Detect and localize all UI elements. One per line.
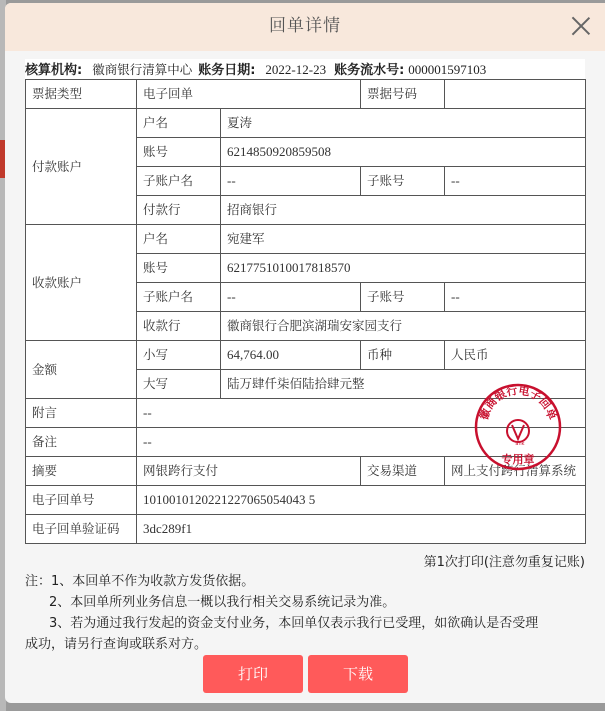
table-row	[26, 457, 586, 486]
payer-bank-value: 招商银行	[221, 196, 586, 225]
print-count-notice: 第1次打印(注意勿重复记账)	[423, 555, 585, 570]
note-line-2: 2、本回单所列业务信息一概以我行相关交易系统记录为准。	[49, 595, 396, 610]
bill-no-value	[445, 80, 586, 109]
table-row	[26, 80, 586, 109]
summary-value: 网银跨行支付	[137, 457, 361, 486]
payee-sub-no-label: 子账号	[361, 283, 445, 312]
table-row	[26, 486, 586, 515]
payer-account-label: 账号	[137, 138, 221, 167]
note-line-1: 注：1、本回单不作为收款方发货依据。	[25, 574, 255, 589]
payer-sub-no-value: --	[445, 167, 586, 196]
close-icon[interactable]	[571, 16, 591, 36]
table-row	[26, 515, 586, 544]
table-row	[26, 399, 586, 428]
postscript-value: --	[137, 399, 586, 428]
payer-name-value: 夏涛	[221, 109, 586, 138]
date-label: 账务日期:	[198, 63, 256, 78]
svg-text:ank: ank	[515, 441, 525, 447]
serial-value: 000001597103	[408, 62, 487, 77]
serial-label: 账务流水号:	[334, 63, 405, 78]
table-row	[26, 341, 586, 370]
dialog-title: 回单详情	[269, 16, 341, 36]
summary-label: 摘要	[26, 457, 137, 486]
ereceipt-no-value: 1010010120221227065054043 5	[137, 486, 586, 515]
org-value: 徽商银行清算中心	[92, 62, 193, 77]
verify-code-label: 电子回单验证码	[26, 515, 137, 544]
payee-bank-value: 徽商银行合肥滨湖瑞安家园支行	[221, 312, 586, 341]
bill-no-label: 票据号码	[361, 80, 445, 109]
currency-value: 人民币	[445, 341, 586, 370]
dialog-header	[5, 3, 605, 51]
bill-type-label: 票据类型	[26, 80, 137, 109]
org-label: 核算机构:	[25, 63, 83, 78]
bill-type-value: 电子回单	[137, 80, 361, 109]
postscript-label: 附言	[26, 399, 137, 428]
stamp-top-text: 徽商银行电子回单	[477, 383, 559, 422]
action-buttons	[203, 655, 408, 693]
payer-account-value: 6214850920859508	[221, 138, 586, 167]
remark-value: --	[137, 428, 586, 457]
channel-label: 交易渠道	[361, 457, 445, 486]
payee-account-value: 6217751010017818570	[221, 254, 586, 283]
payer-section-label: 付款账户	[26, 109, 137, 225]
stamp-bottom-text: 专用章	[501, 453, 535, 466]
amount-section-label: 金额	[26, 341, 137, 399]
ereceipt-no-label: 电子回单号	[26, 486, 137, 515]
payer-bank-label: 付款行	[137, 196, 221, 225]
receipt-meta	[25, 59, 605, 79]
receipt-detail-dialog	[5, 3, 605, 703]
payee-account-label: 账号	[137, 254, 221, 283]
amount-lower-value: 64,764.00	[221, 341, 361, 370]
payee-sub-no-value: --	[445, 283, 586, 312]
payer-sub-no-label: 子账号	[361, 167, 445, 196]
remark-label: 备注	[26, 428, 137, 457]
payee-sub-name-label: 子账户名	[137, 283, 221, 312]
table-row	[26, 428, 586, 457]
payee-bank-label: 收款行	[137, 312, 221, 341]
date-value: 2022-12-23	[265, 62, 327, 77]
download-button[interactable]: 下载	[308, 655, 408, 693]
payee-sub-name-value: --	[221, 283, 361, 312]
table-row	[26, 225, 586, 254]
verify-code-value: 3dc289f1	[137, 515, 586, 544]
print-button[interactable]: 打印	[203, 655, 303, 693]
receipt-notes	[25, 571, 585, 655]
receipt-table	[25, 79, 586, 544]
amount-upper-label: 大写	[137, 370, 221, 399]
payer-sub-name-label: 子账户名	[137, 167, 221, 196]
note-line-4: 成功，请另行查询或联系对方。	[25, 637, 208, 652]
amount-upper-value: 陆万肆仟柒佰陆拾肆元整	[221, 370, 586, 399]
payer-sub-name-value: --	[221, 167, 361, 196]
payer-name-label: 户名	[137, 109, 221, 138]
payee-name-value: 宛建军	[221, 225, 586, 254]
channel-value: 网上支付跨行清算系统	[445, 457, 586, 486]
table-row	[26, 109, 586, 138]
currency-label: 币种	[361, 341, 445, 370]
note-line-3: 3、若为通过我行发起的资金支付业务，本回单仅表示我行已受理，如欲确认是否受理	[49, 616, 539, 631]
payee-section-label: 收款账户	[26, 225, 137, 341]
payee-name-label: 户名	[137, 225, 221, 254]
amount-lower-label: 小写	[137, 341, 221, 370]
